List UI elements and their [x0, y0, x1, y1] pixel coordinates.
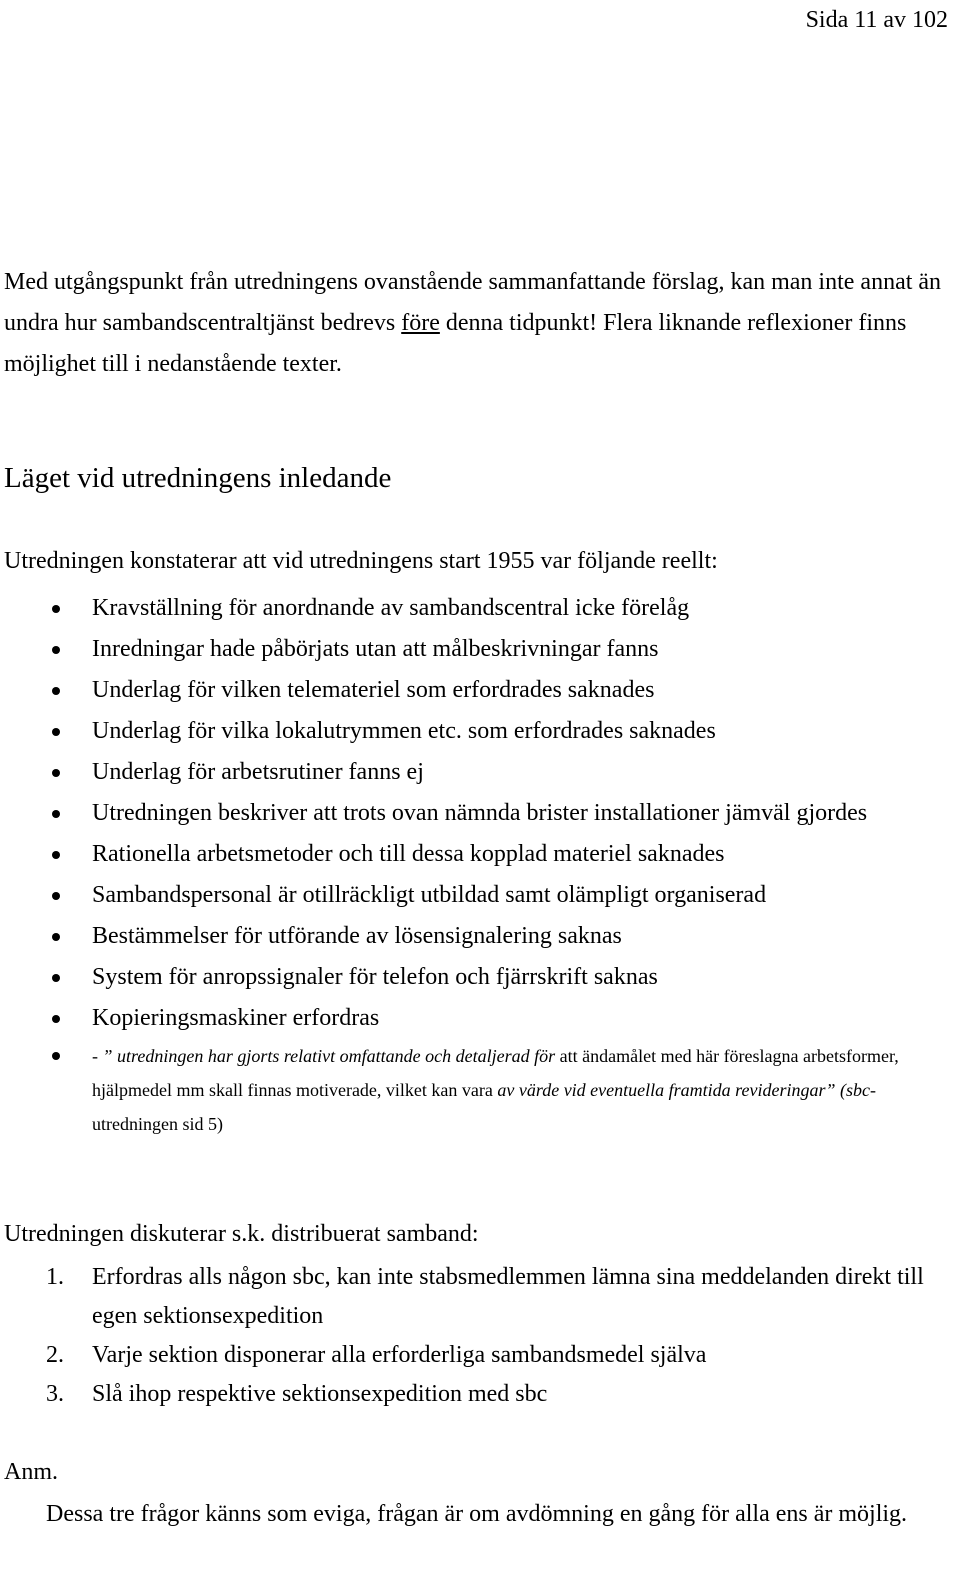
bullet-icon	[52, 892, 60, 900]
intro-text-2: denna tidpunkt! Flera liknande reflexioner finns möjlighet till i nedanstående texter.	[4, 310, 907, 377]
list-item-text: Bestämmelser för utförande av lösensignalering saknas	[92, 923, 622, 949]
list-item-text: Kopieringsmaskiner erfordras	[92, 1005, 380, 1031]
intro-underlined-word: före	[401, 310, 440, 336]
list-item-text: Inredningar hade påbörjats utan att målbeskrivningar fanns	[92, 636, 659, 662]
page-number: Sida 11 av 102	[805, 7, 948, 33]
bullet-icon	[52, 769, 60, 777]
bullet-icon	[52, 974, 60, 982]
quote-normal-1: att ändamålet med här föreslagna arbetsformer, hjälpmedel mm skall finnas motiverade, vilket kan vara	[92, 1046, 899, 1100]
lead-sentence: Utredningen konstaterar att vid utredningens start 1955 var följande reellt:	[4, 548, 718, 574]
bullet-icon	[52, 933, 60, 941]
list-item	[0, 670, 955, 711]
list-item-text: System för anropssignaler för telefon och fjärrskrift saknas	[92, 964, 658, 990]
quote-normal-2: -utredningen sid 5)	[92, 1080, 876, 1134]
list-item	[0, 916, 955, 957]
item-number: 2.	[46, 1342, 64, 1368]
list-item	[0, 752, 955, 793]
list-item-text: Underlag för vilken telemateriel som erfordrades saknades	[92, 677, 655, 703]
findings-list	[0, 588, 955, 1141]
list-item	[0, 998, 955, 1039]
numbered-item-text: Erfordras alls någon sbc, kan inte stabsmedlemmen lämna sina meddelanden direkt till egen sektionsexpedition	[92, 1264, 924, 1329]
numbered-item	[0, 1375, 955, 1414]
list-item-text: Utredningen beskriver att trots ovan nämnda brister installationer jämväl gjordes	[92, 800, 868, 826]
bullet-icon	[52, 1015, 60, 1023]
list-item	[0, 711, 955, 752]
numbered-item-text: Slå ihop respektive sektionsexpedition med sbc	[92, 1381, 548, 1407]
bullet-icon	[52, 646, 60, 654]
intro-text-1: Med utgångspunkt från utredningens ovanstående sammanfattande förslag, kan man inte annat än undra hur sambandscentraltjänst bedrevs	[4, 269, 942, 336]
note-label: Anm.	[4, 1459, 58, 1485]
bullet-icon	[52, 687, 60, 695]
quote-list-item	[0, 1039, 955, 1141]
numbered-item	[0, 1258, 955, 1336]
numbered-item-text: Varje sektion disponerar alla erforderliga sambandsmedel själva	[92, 1342, 707, 1368]
bullet-icon	[52, 605, 60, 613]
list-item-text: Rationella arbetsmetoder och till dessa kopplad materiel saknades	[92, 841, 725, 867]
item-number: 1.	[46, 1264, 64, 1290]
list-item	[0, 957, 955, 998]
list-item-text: Sambandspersonal är otillräckligt utbildad samt olämpligt organiserad	[92, 882, 767, 908]
list-item-text: Underlag för arbetsrutiner fanns ej	[92, 759, 424, 785]
bullet-icon	[52, 728, 60, 736]
bullet-icon	[52, 1052, 60, 1060]
intro-paragraph	[4, 262, 954, 385]
list-item-text: Underlag för vilka lokalutrymmen etc. som erfordrades saknades	[92, 718, 716, 744]
discussion-lead: Utredningen diskuterar s.k. distribuerat samband:	[4, 1221, 479, 1247]
bullet-icon	[52, 851, 60, 859]
section-heading: Läget vid utredningens inledande	[4, 462, 392, 494]
note-text: Dessa tre frågor känns som eviga, frågan är om avdömning en gång för alla ens är möjlig.	[46, 1501, 908, 1527]
bullet-icon	[52, 810, 60, 818]
quote-italic-2: av värde vid eventuella framtida revideringar” (sbc	[497, 1080, 870, 1100]
numbered-item	[0, 1336, 955, 1375]
quote-italic-1: - ” utredningen har gjorts relativt omfattande och detaljerad för	[92, 1046, 556, 1066]
item-number: 3.	[46, 1381, 64, 1407]
list-item	[0, 875, 955, 916]
list-item	[0, 834, 955, 875]
list-item	[0, 793, 955, 834]
list-item	[0, 629, 955, 670]
numbered-list	[0, 1258, 955, 1414]
list-item	[0, 588, 955, 629]
list-item-text: Kravställning för anordnande av sambandscentral icke förelåg	[92, 595, 690, 621]
